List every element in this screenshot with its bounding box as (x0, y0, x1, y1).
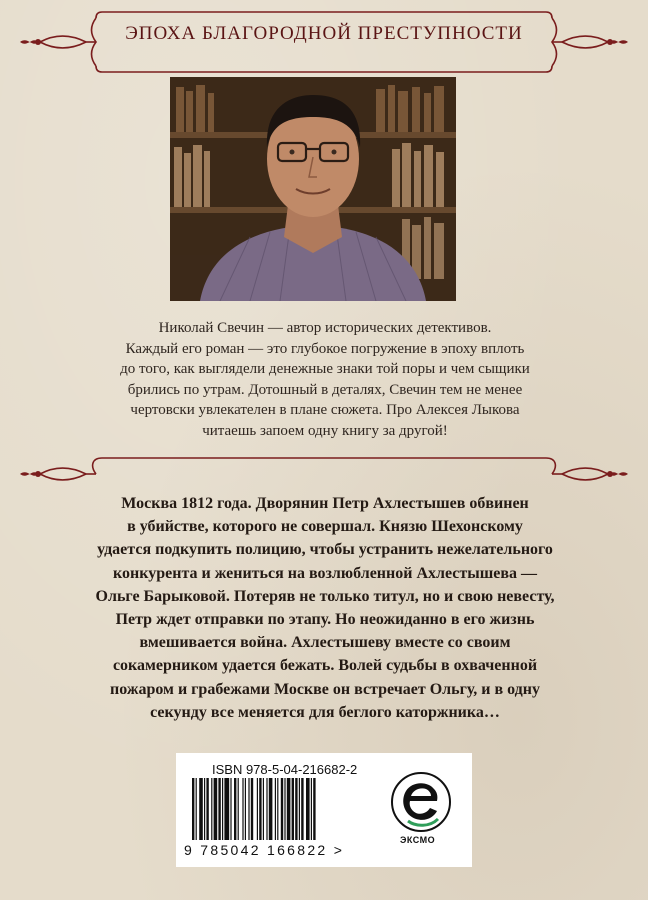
barcode-bar (311, 778, 312, 840)
barcode-bar (245, 778, 246, 840)
synopsis-line: секунду все меняется для беглого каторжника… (150, 703, 500, 721)
barcode-bar (206, 778, 208, 840)
synopsis-line: сокамерником удается бежать. Волей судьбы в охваченной (112, 657, 538, 675)
barcode-bar (222, 778, 223, 840)
bio-line: Николай Свечин — автор исторических детективов. (158, 320, 492, 336)
barcode-bar (287, 778, 291, 840)
barcode-bars (188, 778, 384, 842)
barcode-bar (313, 778, 315, 840)
barcode-digits: 9 785042 166822 > (184, 842, 345, 858)
synopsis-line: Ольге Барыковой. Потеряв не только титул, но и свою невесту, (95, 587, 555, 605)
synopsis-line: конкурента и жениться на возлюбленной Ахлестышева — (113, 564, 537, 582)
barcode-bar (211, 778, 212, 840)
book-synopsis (88, 492, 562, 724)
barcode-bar (251, 778, 253, 840)
barcode-bar (230, 778, 231, 840)
barcode-bar (257, 778, 258, 840)
barcode-bar (196, 778, 197, 840)
bio-line: Каждый его роман — это глубокое погружение в эпоху вплоть (125, 340, 525, 357)
barcode-bar (234, 778, 236, 840)
publisher-name: ЭКСМО (400, 835, 436, 845)
barcode-bar (284, 778, 285, 840)
barcode-panel (176, 753, 472, 867)
barcode-bar (306, 778, 310, 840)
barcode-bar (192, 778, 194, 840)
eksmo-e-logo-icon (390, 771, 452, 833)
barcode-bar (238, 778, 239, 840)
barcode-bar (218, 778, 220, 840)
bio-line: читаешь запоем одну книгу за другой! (202, 422, 448, 439)
barcode-bar (248, 778, 249, 840)
author-photo (170, 77, 456, 301)
synopsis-line: в убийстве, которого не совершал. Князю Шехонскому (127, 518, 523, 536)
series-title: ЭПОХА БЛАГОРОДНОЙ ПРЕСТУПНОСТИ (125, 23, 523, 44)
bio-line: брились по утрам. Дотошный в деталях, Свечин тем не менее (127, 381, 523, 398)
barcode-bar (224, 778, 229, 840)
barcode-bar (299, 778, 300, 840)
barcode-bar (275, 778, 276, 840)
barcode-bar (259, 778, 261, 840)
isbn-number: ISBN 978-5-04-216682-2 (212, 762, 358, 777)
barcode-bar (199, 778, 203, 840)
synopsis-line: вмешивается война. Ахлестышеву вместе со своим (139, 634, 511, 652)
synopsis-line: пожаром и грабежами Москве он встречает Ольгу, и в одну (110, 680, 540, 698)
barcode-bar (266, 778, 267, 840)
barcode-bar (242, 778, 243, 840)
barcode-bar (204, 778, 205, 840)
barcode-bar (281, 778, 283, 840)
barcode-bar (295, 778, 297, 840)
bio-line: чертовски увлекателен в плане сюжета. Про Алексея Лыкова (130, 402, 520, 419)
synopsis-line: Петр ждет отправки по этапу. Но неожиданно в его жизнь (115, 611, 535, 629)
synopsis-line: Москва 1812 года. Дворянин Петр Ахлестышев обвинен (121, 495, 529, 512)
barcode-bar (263, 778, 264, 840)
barcode-bar (277, 778, 278, 840)
barcode-bar (214, 778, 218, 840)
barcode-bar (292, 778, 294, 840)
bio-line: до того, как выглядели денежные знаки той поры и чем сыщики (120, 361, 530, 378)
author-bio (70, 318, 580, 442)
barcode-bar (269, 778, 273, 840)
barcode-bar (301, 778, 303, 840)
synopsis-line: удается подкупить полицию, чтобы устранить нежелательного (97, 541, 553, 559)
